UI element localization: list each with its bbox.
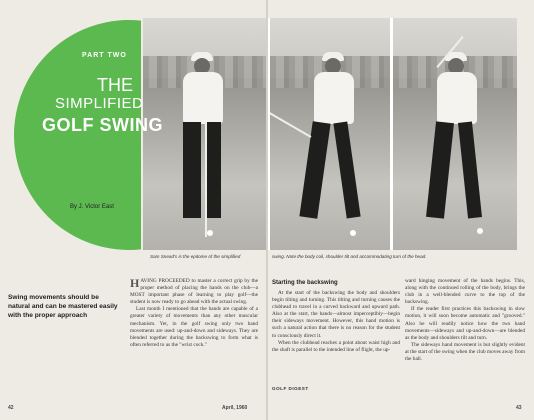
article-deck: Swing movements should be natural and can be mastered easily with the proper approach [8,294,118,319]
photo-caption-right: swing. Note the body coil, shoulder tilt and accommodating turn of the head. [272,254,427,259]
part-label: PART TWO [82,52,127,59]
photo-caption-left: Sam Snead's is the epitome of the simplified [150,254,241,259]
swing-photo-top [393,18,517,250]
title-line-3: GOLF SWING [42,115,163,135]
title-line-1: THE [97,75,133,95]
col3-paragraph-3: The sideways hand movement is but slightly evident at the start of the swing when the club moves away from the ball. [405,341,525,363]
issue-date: April, 1960 [222,405,248,411]
page-gutter [266,0,268,420]
body-column-3 [405,278,525,400]
page-number-left: 42 [8,405,14,411]
golf-ball [207,230,213,236]
col3-paragraph-2: If the reader first practices this backswing in slow motion, it will soon become automatic and "grooved." Also he will readily notice how the two hand movements—sideways and up-and-down—are blended as the body and shoulders tilt and turn. [405,306,525,341]
golf-ball [477,228,483,234]
golf-ball [350,230,356,236]
col2-paragraph-1: At the start of the backswing the body and shoulders begin tilting and turning. This tilting and turning causes the clubhead to travel in a curved backward and upward path. Also at the start, the hands—almost imperceptibly—begin their sideways movement. However, this hand motion is such a natural action that there is no reason for the student to consciously direct it. [272,290,400,339]
col1-paragraph-2: Last month I mentioned that the hands are capable of a greater variety of movements than any other muscular mechanism. Yet, in the golf swing only two hand movements are used: up-and-down and sideways. They are blended together during the backswing to form what is often referred to as the "wrist cock." [130,306,258,348]
swing-photo-strip [143,18,517,250]
col3-paragraph-1: ward hinging movement of the hands begins. This, along with the continued rolling of the body, brings the club in a well-blended curve to the top of the backswing. [405,278,525,306]
col1-paragraph-1: AVING PROCEEDED to master a correct grip by the proper method of placing the hands on the club—a MOST important phase of learning to play golf—the student is now ready to go ahead with the actual swing. [130,278,258,306]
title-line-2: SIMPLIFIED [55,95,144,112]
byline: By J. Victor East [70,204,114,210]
body-column-1 [130,278,258,396]
col2-paragraph-2: When the clubhead reaches a point about waist high and the shaft is parallel to the intended line of flight, the up- [272,339,400,353]
magazine-name: GOLF DIGEST [272,386,309,391]
section-subhead: Starting the backswing [272,280,338,286]
body-column-2 [272,278,400,384]
page-number-right: 43 [516,405,522,411]
drop-cap: H [130,278,140,290]
swing-photo-impact [270,18,390,250]
